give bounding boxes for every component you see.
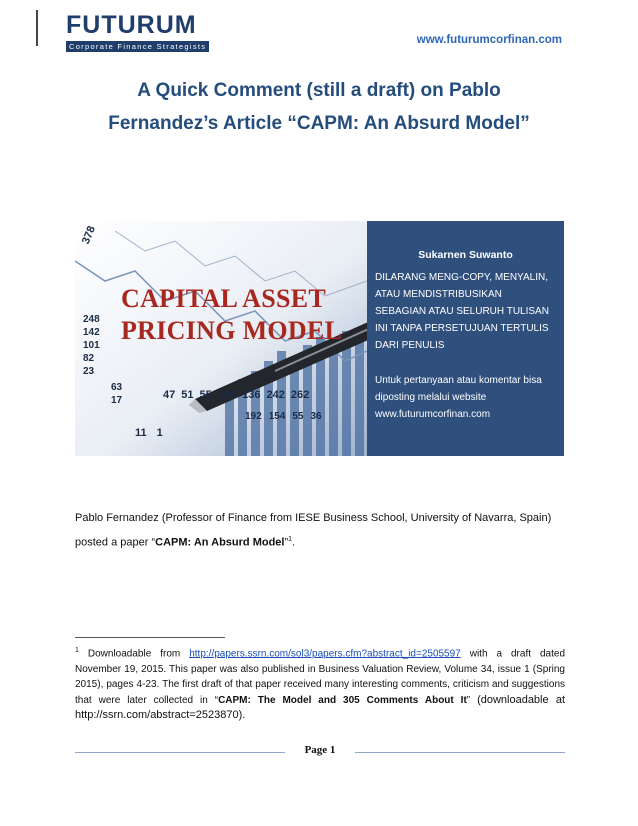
cover-heading-line-1: CAPITAL ASSET xyxy=(121,284,326,313)
footnote-number: 1 xyxy=(75,647,79,654)
footnote-text: Downloadable from xyxy=(78,648,190,660)
notice-line: INI TANPA PERSETUJUAN TERTULIS xyxy=(375,323,549,334)
contact-notice xyxy=(375,372,560,423)
chart-number: 101 xyxy=(83,340,100,351)
chart-number: 154 xyxy=(268,411,286,422)
paper-title: CAPM: An Absurd Model xyxy=(155,536,285,549)
body-paragraph xyxy=(75,508,565,554)
footnote-text: ” xyxy=(466,694,478,706)
chart-number: 82 xyxy=(83,353,95,364)
chart-number: 17 xyxy=(111,395,123,406)
body-line-1: Pablo Fernandez (Professor of Finance from IESE Business School, University of Navarra, Spain) xyxy=(75,512,552,524)
body-text: posted a paper “ xyxy=(75,536,156,549)
notice-line: DARI PENULIS xyxy=(375,340,445,351)
chart-number: 1 xyxy=(156,427,163,439)
copyright-notice xyxy=(375,269,560,354)
chart-number: 51 xyxy=(181,389,194,401)
footnote-text: with a draft dated November 19, 2015. This paper was also published in Business Valuation Review, Volume 34, issue 1 (Spring 2015), pages 4-23. The first draft of that paper received many interesting comments, criticism and suggestions that were later collected in “ xyxy=(75,648,566,706)
body-text: . xyxy=(292,536,296,549)
contact-line: diposting melalui website xyxy=(375,392,487,403)
title-line-1: A Quick Comment (still a draft) on Pablo xyxy=(137,80,501,101)
chart-number: 262 xyxy=(290,389,310,401)
document-title xyxy=(60,74,578,140)
body-text: ” xyxy=(284,536,289,549)
chart-number: 55 xyxy=(199,389,212,401)
ssrn-link[interactable]: http://papers.ssrn.com/sol3/papers.cfm?abstract_id=2505597 xyxy=(189,648,461,660)
chart-number: 136 xyxy=(242,389,261,401)
chart-number: 242 xyxy=(266,389,285,401)
body-line-2 xyxy=(75,529,565,554)
collected-comments-title: CAPM: The Model and 305 Comments About It xyxy=(218,694,467,706)
chart-number: 100 xyxy=(217,389,237,401)
chart-number: 23 xyxy=(83,366,95,377)
logo-word: FUTURUM xyxy=(66,11,197,39)
cover-heading-line-2: PRICING MODEL xyxy=(121,316,343,345)
notice-line: DILARANG MENG-COPY, MENYALIN, xyxy=(375,272,548,283)
notice-line: ATAU MENDISTRIBUSIKAN xyxy=(375,289,502,300)
chart-number: 36 xyxy=(310,411,322,422)
chart-number: 142 xyxy=(83,327,100,338)
footnote-reference[interactable]: 1 xyxy=(288,536,293,543)
capm-cover-image xyxy=(75,221,367,456)
footnote xyxy=(75,643,565,724)
footer-rule-left xyxy=(75,752,285,753)
chart-number: 63 xyxy=(111,382,123,393)
logo-tagline: Corporate Finance Strategists xyxy=(66,41,209,52)
notice-line: SEBAGIAN ATAU SELURUH TULISAN xyxy=(375,306,549,317)
contact-line: www.futurumcorfinan.com xyxy=(375,409,491,420)
contact-line: Untuk pertanyaan atau komentar bisa xyxy=(375,375,542,386)
author-name: Sukarnen Suwanto xyxy=(418,249,513,261)
title-line-2: Fernandez’s Article “CAPM: An Absurd Model” xyxy=(108,113,530,134)
author-notice-panel xyxy=(367,221,564,456)
chart-number: 192 xyxy=(245,411,262,422)
margin-bar xyxy=(36,10,38,46)
footnote-separator xyxy=(75,637,225,638)
futurum-logo xyxy=(66,11,224,51)
chart-number: 47 xyxy=(163,389,176,401)
footer-rule-right xyxy=(355,752,565,753)
footnote-download-note: (downloadable at http://ssrn.com/abstract=2523870). xyxy=(75,693,566,722)
chart-number: 11 xyxy=(135,427,147,439)
chart-number: 378 xyxy=(79,224,98,246)
chart-number: 55 xyxy=(292,411,304,422)
cover-banner xyxy=(75,221,564,456)
chart-number: 248 xyxy=(83,314,100,325)
header-site-url[interactable]: www.futurumcorfinan.com xyxy=(416,34,562,46)
page-number: Page 1 xyxy=(304,744,336,756)
